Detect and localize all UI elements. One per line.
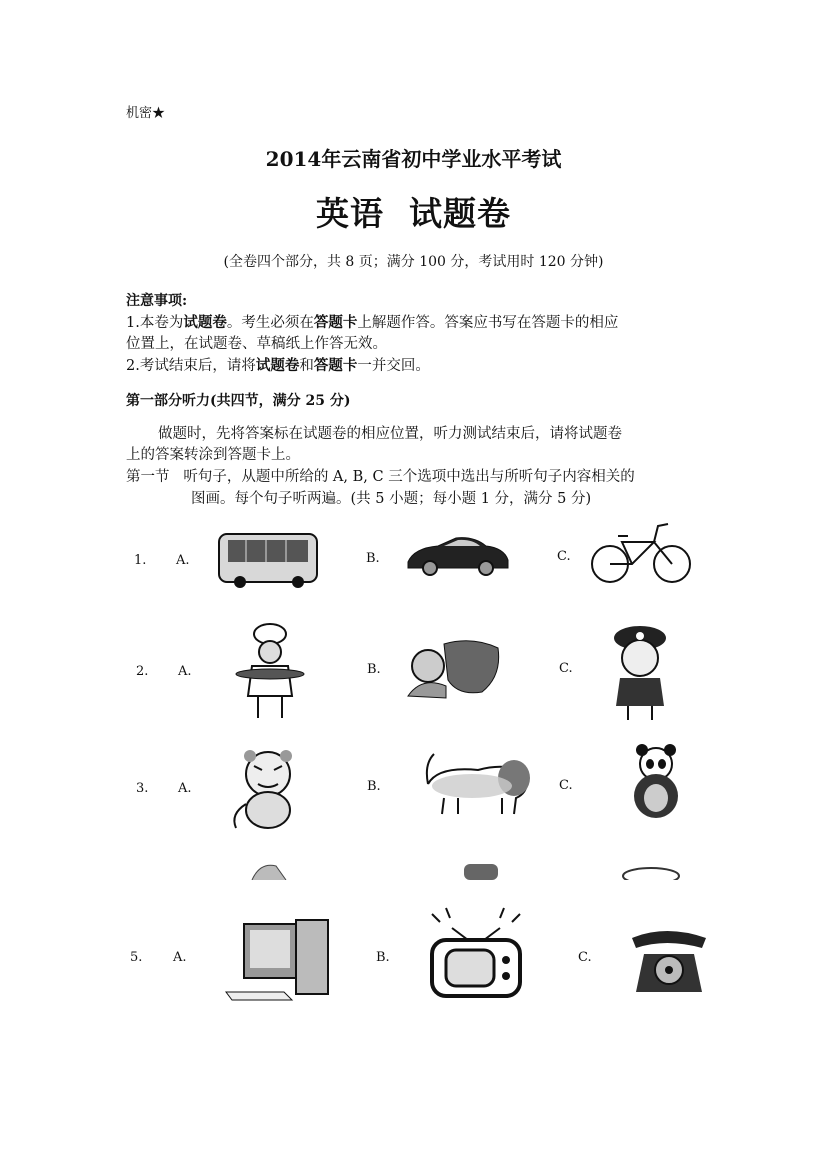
exam-info: (全卷四个部分，共 8 页；满分 100 分，考试用时 120 分钟) [223, 254, 604, 270]
telephone-icon [626, 924, 712, 996]
student-icon [402, 636, 502, 700]
bicycle-icon [588, 520, 696, 586]
option-c-label: C. [557, 549, 571, 564]
option-b-label: B. [367, 662, 381, 677]
section1-line2: 图画。每个句子听两遍。(共 5 小题；每小题 1 分，满分 5 分) [191, 491, 592, 507]
option-c-label: C. [578, 950, 592, 965]
option-b-label: B. [366, 551, 380, 566]
subject-title: 英语 试题卷 [316, 194, 511, 233]
cutoff-picture [246, 860, 292, 880]
notes-heading: 注意事项: [126, 293, 188, 309]
note-bold: 答题卡 [313, 314, 358, 331]
television-icon [424, 904, 528, 1004]
lion-icon [418, 748, 534, 818]
option-b-label: B. [376, 950, 390, 965]
note-text: 上解题作答。答案应书写在答题卡的相应 [357, 315, 619, 331]
cook-icon [234, 622, 306, 720]
option-a-label: A. [176, 553, 190, 568]
question-number: 2. [136, 664, 149, 679]
note-text: 一并交回。 [357, 358, 430, 374]
cutoff-picture [620, 864, 682, 880]
note-bold: 试题卷 [183, 314, 227, 331]
part1-instruction-line1: 做题时，先将答案标在试题卷的相应位置，听力测试结束后，请将试题卷 [158, 426, 622, 442]
car-icon [404, 530, 510, 578]
option-a-label: A. [173, 950, 187, 965]
note-text: 和 [299, 358, 314, 374]
note-text: 2.考试结束后，请将 [126, 358, 256, 374]
note-text: 1.本卷为 [126, 315, 184, 331]
panda-icon [620, 744, 692, 824]
note-bold: 答题卡 [313, 357, 358, 374]
note-bold: 试题卷 [255, 357, 300, 374]
policeman-icon [606, 622, 676, 722]
note-2 [126, 355, 430, 377]
exam-title: 2014年云南省初中学业水平考试 [265, 147, 562, 171]
option-b-label: B. [367, 779, 381, 794]
question-number: 1. [134, 553, 147, 568]
note-1 [126, 312, 618, 355]
computer-icon [222, 916, 336, 1002]
section1-line1: 第一节 听句子，从题中所给的 A, B, C 三个选项中选出与所听句子内容相关的 [126, 469, 635, 485]
option-a-label: A. [178, 664, 192, 679]
note-text: 位置上，在试题卷、草稿纸上作答无效。 [126, 336, 387, 352]
confidential-mark: 机密★ [126, 106, 166, 121]
option-c-label: C. [559, 778, 573, 793]
question-number: 3. [136, 781, 149, 796]
option-c-label: C. [559, 661, 573, 676]
option-a-label: A. [178, 781, 192, 796]
part1-instruction-line2: 上的答案转涂到答题卡上。 [126, 447, 300, 463]
part1-heading: 第一部分听力(共四节，满分 25 分) [126, 393, 351, 409]
tiger-icon [224, 744, 312, 832]
note-text: 。考生必须在 [226, 315, 314, 331]
question-number: 5. [130, 950, 143, 965]
bus-icon [216, 528, 322, 588]
cutoff-picture [460, 860, 502, 880]
